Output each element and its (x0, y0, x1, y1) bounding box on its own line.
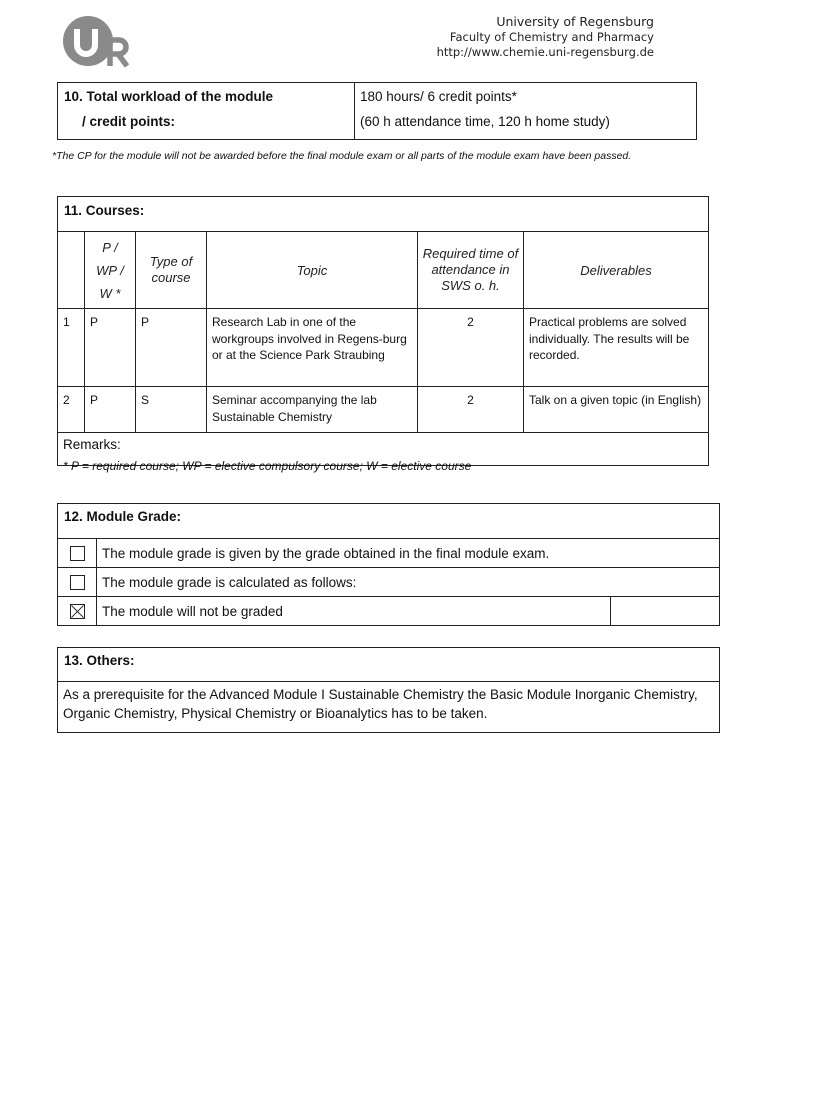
courses-header-row (58, 232, 709, 309)
header-deliverables: Deliverables (524, 232, 709, 309)
module-grade-table (57, 503, 720, 626)
header-pwp: P / WP / W * (85, 232, 136, 309)
university-logo (62, 14, 140, 68)
row-pwp: P (85, 387, 136, 433)
grade-option-checkbox[interactable] (70, 546, 85, 561)
courses-title: 11. Courses: (58, 197, 709, 232)
row-sws: 2 (418, 309, 524, 387)
header-required-time: Required time of attendance in SWS o. h. (418, 232, 524, 309)
remarks-cell: Remarks: (58, 433, 709, 466)
row-topic: Seminar accompanying the lab Sustainable Chemistry (207, 387, 418, 433)
row-pwp: P (85, 309, 136, 387)
grade-empty-cell (611, 597, 720, 626)
grade-option-label: The module grade is given by the grade obtained in the final module exam. (97, 539, 720, 568)
header-topic: Topic (207, 232, 418, 309)
university-name: University of Regensburg (496, 14, 654, 29)
faculty-name: Faculty of Chemistry and Pharmacy (449, 29, 654, 44)
row-topic: Research Lab in one of the workgroups involved in Regens-burg or at the Science Park Straubing (207, 309, 418, 387)
courses-table (57, 196, 709, 466)
grade-option-checkbox-cell (58, 539, 97, 568)
workload-value-line1: 180 hours/ 6 credit points* (360, 89, 517, 104)
header-number (58, 232, 85, 309)
workload-label-line2: / credit points: (82, 114, 176, 129)
row-number: 2 (58, 387, 85, 433)
grade-option-checkbox-checked[interactable] (70, 604, 85, 619)
table-row (58, 387, 709, 433)
others-body: As a prerequisite for the Advanced Module I Sustainable Chemistry the Basic Module Inorganic Chemistry, Organic Chemistry, Physical Chemistry or Bioanalytics has to be taken. (58, 682, 720, 733)
grade-option-row (58, 539, 720, 568)
workload-table (57, 82, 697, 140)
grade-option-row (58, 597, 720, 626)
grade-option-checkbox-cell (58, 568, 97, 597)
module-grade-title: 12. Module Grade: (58, 504, 720, 539)
course-type-footnote: * P = required course; WP = elective compulsory course; W = elective course (63, 459, 472, 473)
grade-option-checkbox[interactable] (70, 575, 85, 590)
university-info (437, 14, 654, 61)
others-title: 13. Others: (58, 648, 720, 682)
workload-label-line1: 10. Total workload of the module (64, 89, 274, 104)
faculty-url[interactable]: http://www.chemie.uni-regensburg.de (436, 45, 654, 59)
row-deliverables: Practical problems are solved individually. The results will be recorded. (524, 309, 709, 387)
row-type: P (136, 309, 207, 387)
row-deliverables: Talk on a given topic (in English) (524, 387, 709, 433)
header-type: Type of course (136, 232, 207, 309)
row-sws: 2 (418, 387, 524, 433)
row-type: S (136, 387, 207, 433)
credit-points-footnote: *The CP for the module will not be awarded before the final module exam or all parts of the module exam have been passed. (52, 150, 632, 162)
grade-option-row (58, 568, 720, 597)
grade-option-label: The module will not be graded (97, 597, 611, 626)
workload-label-cell (58, 83, 355, 140)
row-number: 1 (58, 309, 85, 387)
workload-value-cell (355, 83, 697, 140)
others-table (57, 647, 720, 733)
grade-option-checkbox-cell (58, 597, 97, 626)
table-row (58, 309, 709, 387)
grade-option-label: The module grade is calculated as follows: (97, 568, 720, 597)
workload-value-line2: (60 h attendance time, 120 h home study) (360, 114, 610, 129)
